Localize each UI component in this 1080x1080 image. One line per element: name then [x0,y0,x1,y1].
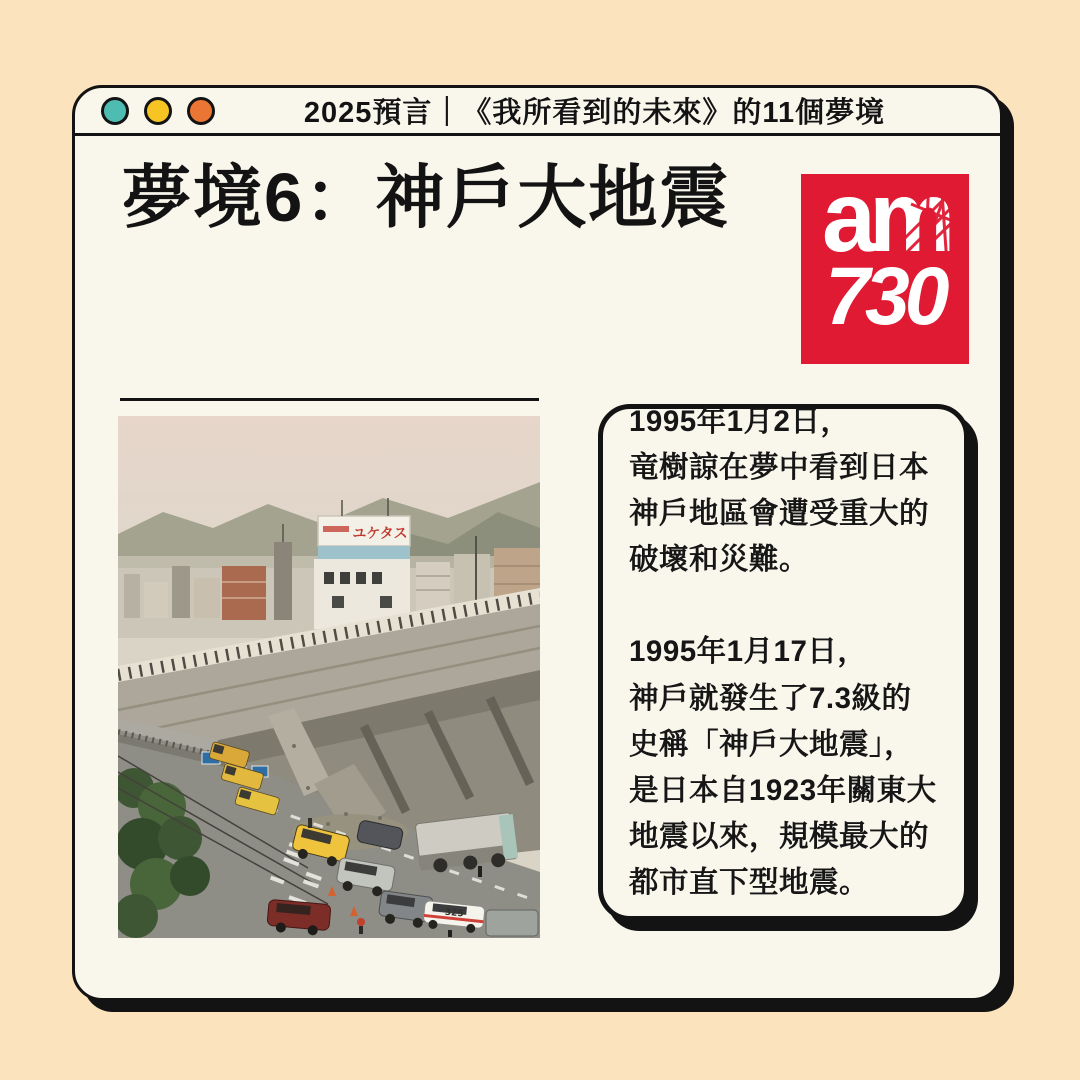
quake-date: 1995年1月17日， [629,635,868,669]
paragraph-dream [629,399,938,583]
page-title: 夢境6：神戶大地震 [122,159,731,236]
police-car-number: 325 [444,907,465,920]
description-box [598,404,969,921]
logo-text-730: 730 [825,251,945,342]
window-dot-orange[interactable] [187,97,215,125]
billboard-text: ユケタス [352,526,408,542]
paragraph-quake [629,629,938,905]
window-titlebar [75,88,1000,136]
dream-date: 1995年1月2日， [629,405,851,439]
window-dot-yellow[interactable] [144,97,172,125]
browser-window-card [72,85,1003,1001]
window-control-dots [101,97,215,125]
window-dot-teal[interactable] [101,97,129,125]
logo-text-am: am [821,174,949,273]
photo-divider-line [120,398,539,401]
am730-logo [801,174,969,364]
series-title: 2025預言｜《我所看到的未來》的11個夢境 [303,97,886,129]
kobe-earthquake-photo [118,416,540,938]
dream-body: 竜樹諒在夢中看到日本神戶地區會遭受重大的破壞和災難。 [629,451,930,577]
quake-body: 神戶就發生了7.3級的史稱「神戶大地震」，是日本自1923年關東大地震以來，規模最大的都市直下型地震。 [629,681,937,899]
